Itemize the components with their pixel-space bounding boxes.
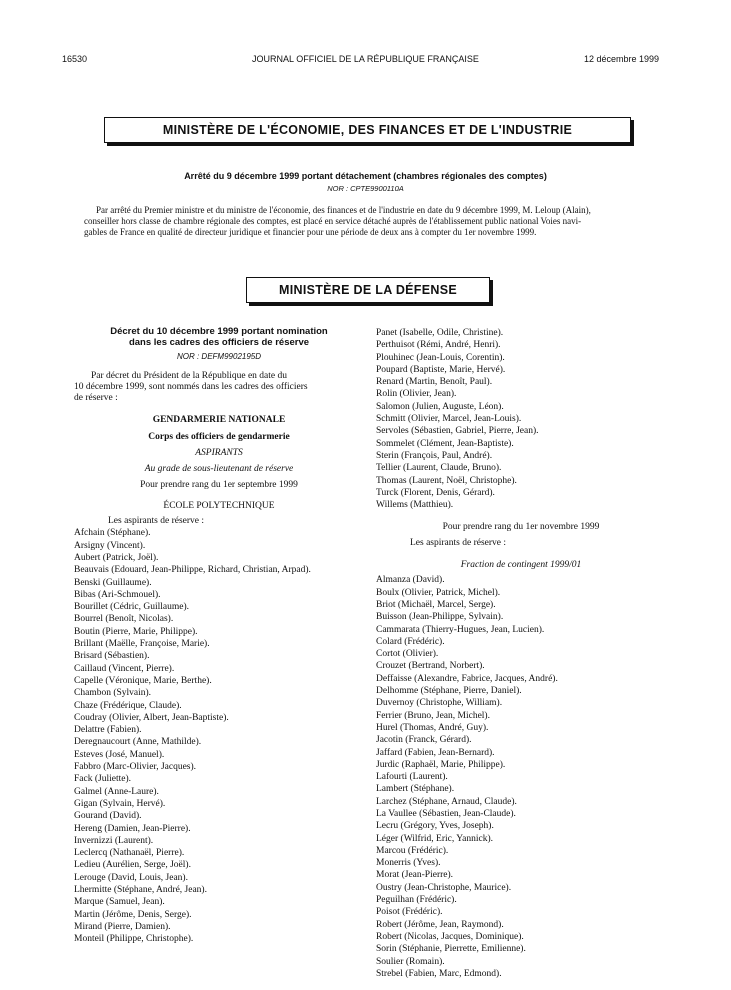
list-item: Aubert (Patrick, Joël). [74, 552, 159, 563]
list-item: Marcou (Frédéric). [376, 845, 449, 856]
list-item: Hereng (Damien, Jean-Pierre). [74, 823, 191, 834]
list-item: Capelle (Véronique, Marie, Berthe). [74, 675, 212, 686]
list-item: Afchain (Stéphane). [74, 528, 151, 539]
list-item: Esteves (José, Manuel). [74, 749, 165, 760]
list-item: Strebel (Fabien, Marc, Edmond). [376, 968, 502, 979]
list-item: Gigan (Sylvain, Hervé). [74, 798, 166, 809]
les-aspirants-label-2: Les aspirants de réserve : [410, 537, 507, 548]
list-item: Lerouge (David, Louis, Jean). [74, 872, 188, 883]
list-item: Robert (Jérôme, Jean, Raymond). [376, 919, 504, 930]
list-item: La Vaullee (Sébastien, Jean-Claude). [376, 808, 516, 819]
list-item: Cammarata (Thierry-Hugues, Jean, Lucien). [376, 624, 545, 635]
names-list-left [74, 527, 364, 945]
list-item: Bourrel (Benoît, Nicolas). [74, 614, 174, 625]
section-gendarmerie: GENDARMERIE NATIONALE [152, 415, 286, 426]
list-item: Invernizzi (Laurent). [74, 835, 154, 846]
list-item: Rolin (Olivier, Jean). [376, 389, 457, 400]
list-item: Chaze (Frédérique, Claude). [74, 700, 182, 711]
list-item: Buisson (Jean-Philippe, Sylvain). [376, 612, 504, 623]
list-item: Schmitt (Olivier, Marcel, Jean-Louis). [376, 414, 522, 425]
decret-title-2: dans les cadres des officiers de réserve [128, 336, 310, 348]
list-item: Mirand (Pierre, Damien). [74, 921, 171, 932]
list-item: Delhomme (Stéphane, Pierre, Daniel). [376, 686, 522, 697]
list-item: Jaffard (Fabien, Jean-Bernard). [376, 747, 495, 758]
list-item: Beauvais (Edouard, Jean-Philippe, Richard, Christian, Arpad). [74, 565, 311, 576]
intro-line: 10 décembre 1999, sont nommés dans les cadres des officiers [74, 382, 308, 393]
list-item: Sommelet (Clément, Jean-Baptiste). [376, 438, 514, 449]
list-item: Briot (Michaël, Marcel, Serge). [376, 599, 496, 610]
list-item: Coudray (Olivier, Albert, Jean-Baptiste). [74, 712, 229, 723]
rang-novembre: Pour prendre rang du 1er novembre 1999 [442, 522, 600, 533]
decret-nor: NOR : DEFM9902195D [176, 352, 262, 361]
arrete-body [84, 205, 664, 238]
list-item: Brillant (Maëlle, Françoise, Marie). [74, 639, 210, 650]
names-list-right-top [376, 327, 666, 511]
list-item: Fack (Juliette). [74, 774, 131, 785]
rang-septembre: Pour prendre rang du 1er septembre 1999 [140, 480, 298, 491]
list-item: Turck (Florent, Denis, Gérard). [376, 487, 495, 498]
decret-intro [74, 371, 364, 404]
journal-title: JOURNAL OFFICIEL DE LA RÉPUBLIQUE FRANÇAISE [252, 54, 479, 64]
les-aspirants-label: Les aspirants de réserve : [108, 516, 205, 527]
page-date: 12 décembre 1999 [583, 54, 659, 64]
list-item: Brisard (Sébastien). [74, 651, 150, 662]
list-item: Cortot (Olivier). [376, 649, 439, 660]
list-item: Martin (Jérôme, Denis, Serge). [74, 909, 192, 920]
list-item: Jacotin (Franck, Gérard). [376, 735, 472, 746]
list-item: Soulier (Romain). [376, 956, 445, 967]
list-item: Lambert (Stéphane). [376, 784, 455, 795]
names-list-right-bottom [376, 574, 666, 980]
list-item: Bourillet (Cédric, Guillaume). [74, 602, 190, 613]
section-corps: Corps des officiers de gendarmerie [148, 431, 290, 442]
list-item: Deregnaucourt (Anne, Mathilde). [74, 737, 202, 748]
arrete-line: conseiller hors classe de chambre régionale des comptes, est placé en service détaché auprès de l'établissement public national Voies navi- [84, 216, 582, 226]
arrete-title: Arrêté du 9 décembre 1999 portant détachement (chambres régionales des comptes) [184, 171, 547, 181]
list-item: Ferrier (Bruno, Jean, Michel). [376, 710, 490, 721]
list-item: Morat (Jean-Pierre). [376, 870, 454, 881]
list-item: Ledieu (Aurélien, Serge, Joël). [74, 860, 191, 871]
list-item: Caillaud (Vincent, Pierre). [74, 663, 175, 674]
section-ecole: ÉCOLE POLYTECHNIQUE [163, 500, 275, 511]
list-item: Sorin (Stéphanie, Pierrette, Emilienne). [376, 944, 526, 955]
list-item: Fabbro (Marc-Olivier, Jacques). [74, 762, 197, 773]
ministry-economie-title: MINISTÈRE DE L'ÉCONOMIE, DES FINANCES ET DE L'INDUSTRIE [104, 117, 631, 143]
list-item: Monerris (Yves). [376, 858, 441, 869]
list-item: Servoles (Sébastien, Gabriel, Pierre, Jean). [376, 426, 539, 437]
list-item: Delattre (Fabien). [74, 725, 142, 736]
list-item: Hurel (Thomas, André, Guy). [376, 722, 489, 733]
list-item: Leclercq (Nathanaël, Pierre). [74, 848, 185, 859]
list-item: Tellier (Laurent, Claude, Bruno). [376, 463, 502, 474]
list-item: Jurdic (Raphaël, Marie, Philippe). [376, 759, 506, 770]
list-item: Chambon (Sylvain). [74, 688, 152, 699]
list-item: Oustry (Jean-Christophe, Maurice). [376, 882, 512, 893]
list-item: Monteil (Philippe, Christophe). [74, 934, 194, 945]
list-item: Deffaisse (Alexandre, Fabrice, Jacques, André). [376, 673, 558, 684]
list-item: Plouhinec (Jean-Louis, Corentin). [376, 352, 505, 363]
list-item: Robert (Nicolas, Jacques, Dominique). [376, 931, 524, 942]
list-item: Bibas (Ari-Schmouel). [74, 589, 161, 600]
list-item: Poisot (Frédéric). [376, 907, 443, 918]
arrete-line: Par arrêté du Premier ministre et du ministre de l'économie, des finances et de l'industrie en date du 9 décembre 1999, M. Leloup (Alain), [96, 205, 591, 215]
list-item: Lecru (Grégory, Yves, Joseph). [376, 821, 494, 832]
decret-title-1: Décret du 10 décembre 1999 portant nomination [110, 326, 328, 337]
list-item: Benski (Guillaume). [74, 577, 152, 588]
list-item: Thomas (Laurent, Noël, Christophe). [376, 475, 517, 486]
list-item: Almanza (David). [376, 575, 445, 586]
list-item: Gourand (David). [74, 811, 142, 822]
list-item: Lhermitte (Stéphane, André, Jean). [74, 884, 207, 895]
ministry-defense-title: MINISTÈRE DE LA DÉFENSE [246, 277, 490, 303]
intro-line: Par décret du Président de la République en date du [91, 371, 288, 382]
section-grade: Au grade de sous-lieutenant de réserve [144, 464, 294, 475]
list-item: Poupard (Baptiste, Marie, Hervé). [376, 364, 506, 375]
list-item: Arsigny (Vincent). [74, 540, 146, 551]
list-item: Boutin (Pierre, Marie, Philippe). [74, 626, 198, 637]
list-item: Colard (Frédéric). [376, 636, 445, 647]
list-item: Perthuisot (Rémi, André, Henri). [376, 340, 501, 351]
arrete-line: gables de France en qualité de directeur juridique et financier pour une période de deux ans à compter du 1er novembre 1999. [84, 227, 537, 237]
list-item: Peguilhan (Frédéric). [376, 895, 457, 906]
left-column [74, 327, 364, 945]
list-item: Duvernoy (Christophe, William). [376, 698, 503, 709]
list-item: Léger (Wilfrid, Eric, Yannick). [376, 833, 494, 844]
intro-line: de réserve : [74, 393, 118, 404]
list-item: Lafourti (Laurent). [376, 772, 448, 783]
arrete-nor: NOR : CPTE9900110A [327, 184, 404, 193]
right-column [376, 327, 666, 980]
list-item: Galmel (Anne-Laure). [74, 786, 159, 797]
list-item: Sterin (François, Paul, André). [376, 450, 493, 461]
page-number: 16530 [62, 54, 88, 64]
list-item: Panet (Isabelle, Odile, Christine). [376, 328, 504, 338]
list-item: Marque (Samuel, Jean). [74, 897, 165, 908]
list-item: Willems (Matthieu). [376, 500, 454, 511]
list-item: Renard (Martin, Benoît, Paul). [376, 377, 493, 388]
fraction-contingent: Fraction de contingent 1999/01 [460, 560, 582, 571]
section-aspirants: ASPIRANTS [195, 447, 243, 458]
list-item: Larchez (Stéphane, Arnaud, Claude). [376, 796, 517, 807]
list-item: Boulx (Olivier, Patrick, Michel). [376, 587, 501, 598]
list-item: Salomon (Julien, Auguste, Léon). [376, 401, 504, 412]
list-item: Crouzet (Bertrand, Norbert). [376, 661, 485, 672]
